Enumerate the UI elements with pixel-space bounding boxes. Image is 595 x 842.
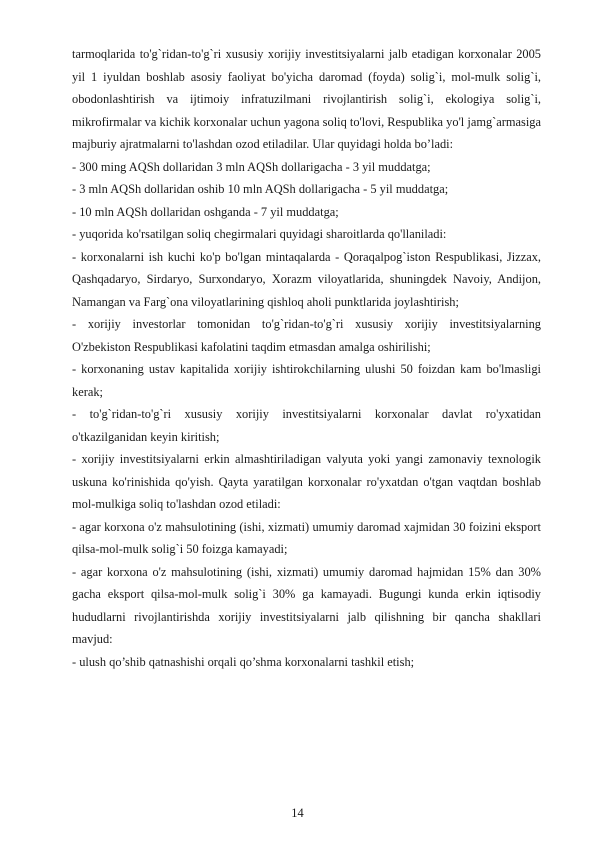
list-item: - 10 mln AQSh dollaridan oshganda - 7 yil muddatga; — [72, 204, 339, 219]
list-item: - ulush qo’shib qatnashishi orqali qo’shma korxonalarni tashkil etish; — [72, 654, 415, 669]
list-item: - agar korxona o'z mahsulotining (ishi, xizmati) umumiy daromad xajmidan 30 foizini eksport qilsa-mol-mulk solig`i 50 foizga kamayadi; — [72, 519, 541, 556]
list-item: - to'g`ridan-to'g`ri xususiy xorijiy investitsiyalarni korxonalar davlat ro'yxatidan o'tkazilganidan keyin kiritish; — [72, 407, 541, 444]
list-item: - 3 mln AQSh dollaridan oshib 10 mln AQSh dollarigacha - 5 yil muddatga; — [72, 182, 449, 196]
list-item: - 300 ming AQSh dollaridan 3 mln AQSh dollarigacha - 3 yil muddatga; — [72, 159, 431, 174]
list-item: - korxonaning ustav kapitalida xorijiy ishtirokchilarning ulushi 50 foizdan kam bo'lmasligi kerak; — [72, 362, 541, 399]
list-item: - xorijiy investorlar tomonidan to'g`ridan-to'g`ri xususiy xorijiy investitsiyalarning O'zbekiston Respublikasi kafolatini taqdim etmasdan amalga oshirilishi; — [72, 317, 541, 354]
list-item: - yuqorida ko'rsatilgan soliq chegirmalari quyidagi sharoitlarda qo'llaniladi: — [72, 227, 447, 241]
list-item: - agar korxona o'z mahsulotining (ishi, xizmati) umumiy daromad hajmidan 15% dan 30% gacha eksport qilsa-mol-mulk solig`i 30% ga kamayadi. Bugungi kunda erkin iqtisodiy hududlarni rivojlantirishda xorijiy investitsiyalarni jalb qilishning bir qancha shakllari mavjud: — [72, 564, 541, 646]
page-number: 14 — [291, 806, 304, 820]
paragraph: tarmoqlarida to'g`ridan-to'g`ri xususiy xorijiy investitsiyalarni jalb etadigan korxonalar 2005 yil 1 iyuldan boshlab asosiy faoliyat bo'yicha daromad (foyda) solig`i, mol-mulk solig`i, obodonlashtirish va ijtimoiy infratuzilmani rivojlantirish solig`i, ekologiya solig`i, mikrofirmalar va kichik korxonalar uchun yagona soliq to'lovi, Respublika yo'l jamg`armasiga majburiy ajratmalarni to'lashdan ozod etiladilar. Ular quyidagi holda bo’ladi: — [72, 47, 541, 151]
list-item: - xorijiy investitsiyalarni erkin almashtiriladigan valyuta yoki yangi zamonaviy texnologik uskuna ko'rinishida qo'yish. Qayta yaratilgan korxonalar ro'yxatdan o'tgan vaqtdan boshlab mol-mulkiga soliq to'lashdan ozod etiladi: — [72, 452, 541, 511]
document-body — [72, 43, 541, 673]
list-item: - korxonalarni ish kuchi ko'p bo'lgan mintaqalarda - Qoraqalpog`iston Respublikasi, Jizzax, Qashqadaryo, Sirdaryo, Surxondaryo, Xorazm viloyatlarida, shuningdek Navoiy, Andijon, Namangan va Farg`ona viloyatlarining qishloq aholi punktlarida joylashtirish; — [72, 249, 541, 309]
